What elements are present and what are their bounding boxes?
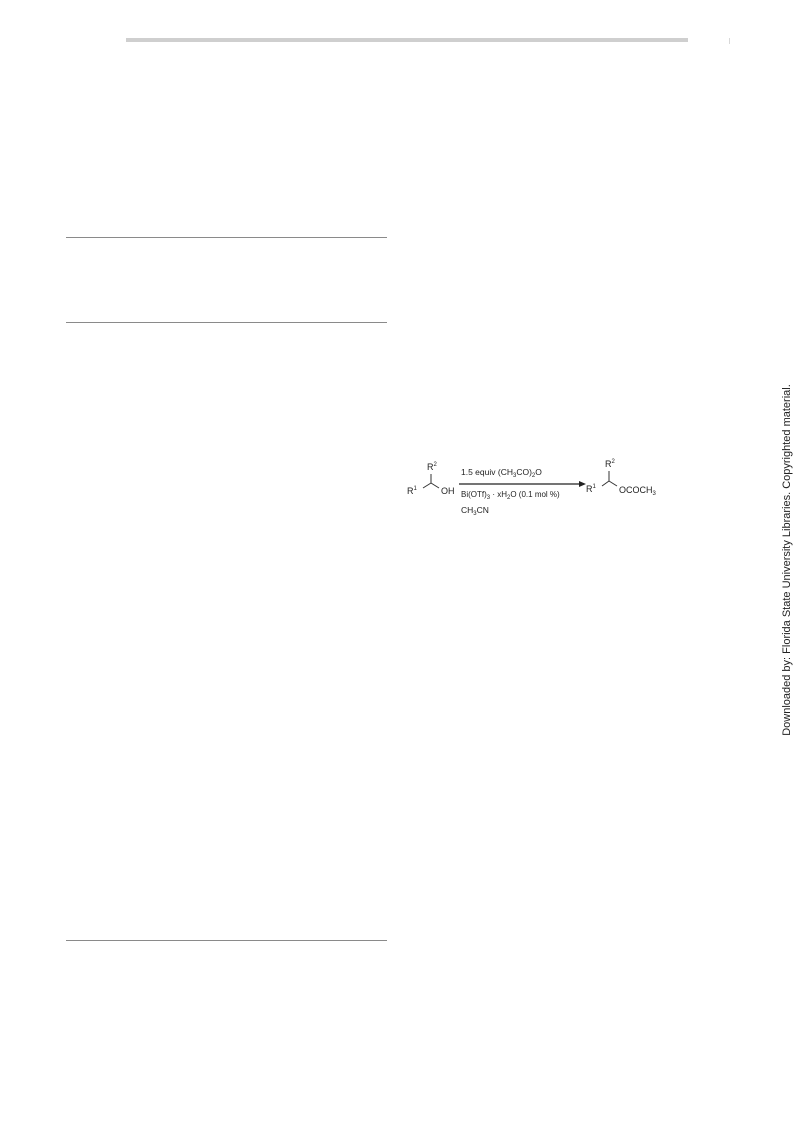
table-header-rule [66, 322, 387, 323]
header-rule [126, 38, 688, 42]
reaction-arrow [459, 481, 586, 487]
condition-catalyst: $Bi(OTf)_3 \cdot xH_2O$ (0.1 mol %) [461, 490, 560, 501]
product-ester-label: $OCOCH_3$ [619, 485, 656, 497]
table-bottom-rule [66, 940, 387, 941]
table-top-rule [66, 237, 387, 238]
reactant-bond-left [423, 483, 431, 488]
reaction-scheme [400, 455, 670, 525]
product-bond-left [602, 481, 609, 486]
reactant-bond-right [431, 483, 439, 488]
reactant-structure [407, 462, 455, 496]
product-structure [586, 459, 657, 497]
header-tick [729, 38, 730, 44]
product-r2-label: $R^2$ [605, 459, 615, 469]
product-r1-label: $R^1$ [586, 484, 596, 494]
condition-reagent: 1.5 equiv $(CH_3CO)_2O$ [461, 467, 542, 479]
download-watermark: Downloaded by: Florida State University Libraries. Copyrighted material. [781, 384, 793, 736]
reaction-scheme-svg [400, 455, 670, 525]
product-bond-right [609, 481, 617, 486]
reactant-oh-label: OH [441, 486, 455, 496]
condition-solvent: $CH_3CN$ [461, 505, 489, 517]
reactant-r1-label: $R^1$ [407, 486, 417, 496]
reactant-r2-label: $R^2$ [427, 462, 437, 472]
